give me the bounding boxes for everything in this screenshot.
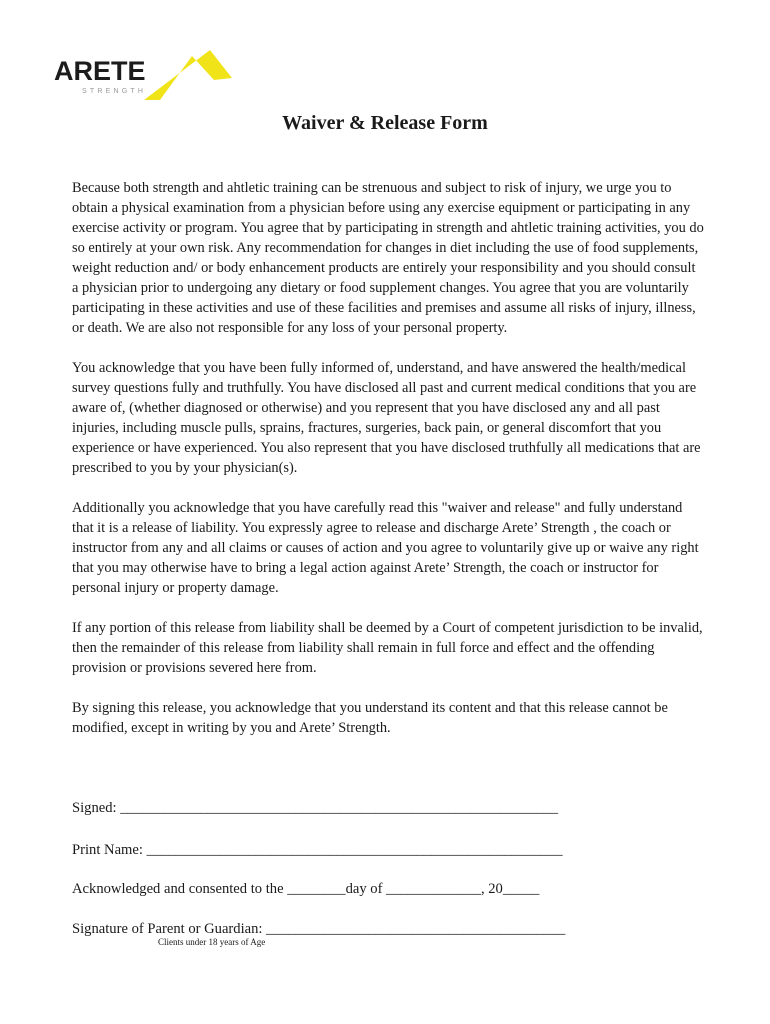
logo-accent-shape <box>144 50 232 100</box>
paragraph-release: Additionally you acknowledge that you have carefully read this "waiver and release" and fully understand that it is a release of liability. You expressly agree to release and discharge Arete’ Strength , the coach or instructor from any and all claims or causes of action and you agree to voluntarily give up or waive any right that you may otherwise have to bring a legal action against Arete’ Strength, the coach or instructor for personal injury or property damage. <box>72 500 699 596</box>
paragraph-medical: You acknowledge that you have been fully informed of, understand, and have answered the health/medical survey questions fully and truthfully. You have disclosed all past and current medical conditions that you are aware of, (whether diagnosed or otherwise) and you represent that you have disclosed any and all past injuries, including muscle pulls, sprains, fractures, surgeries, back pain, or general discomfort that you experience or have experienced. You also represent that you have disclosed truthfully all medications that are prescribed to you by your physician(s). <box>72 360 701 476</box>
guardian-note: Clients under 18 years of Age <box>158 937 266 947</box>
page-title: Waiver & Release Form <box>282 112 488 134</box>
logo-subword: STRENGTH <box>82 88 147 95</box>
guardian-signature-line[interactable]: Signature of Parent or Guardian: _________________________________________ <box>72 921 566 937</box>
acknowledged-date-line[interactable]: Acknowledged and consented to the ________day of _____________, 20_____ <box>72 881 540 897</box>
waiver-body <box>72 178 704 758</box>
paragraph-risk: Because both strength and ahtletic training can be strenuous and subject to risk of injury, we urge you to obtain a physical examination from a physician before using any exercise equipment or participating in any exercise activity or program. You agree that by participating in strength and ahtletic training activities, you do so entirely at your own risk. Any recommendation for changes in diet including the use of food supplements, weight reduction and/ or body enhancement products are entirely your responsibility and you should consult a physician prior to undergoing any dietary or food supplement changes. You agree that you are voluntarily participating in these activities and use of these facilities and premises and assume all risks of injury, illness, or death. We are also not responsible for any loss of your personal property. <box>72 180 704 336</box>
paragraph-severability: If any portion of this release from liability shall be deemed by a Court of competent jurisdiction to be invalid, then the remainder of this release from liability shall remain in full force and effect and the offending provision or provisions severed here from. <box>72 620 703 676</box>
print-name-line[interactable]: Print Name: _________________________________________________________ <box>72 842 563 858</box>
logo-word: ARETE <box>54 56 146 86</box>
paragraph-acknowledgement: By signing this release, you acknowledge that you understand its content and that this release cannot be modified, except in writing by you and Arete’ Strength. <box>72 700 668 736</box>
arete-logo <box>32 44 232 108</box>
signed-line[interactable]: Signed: ____________________________________________________________ <box>72 800 559 816</box>
